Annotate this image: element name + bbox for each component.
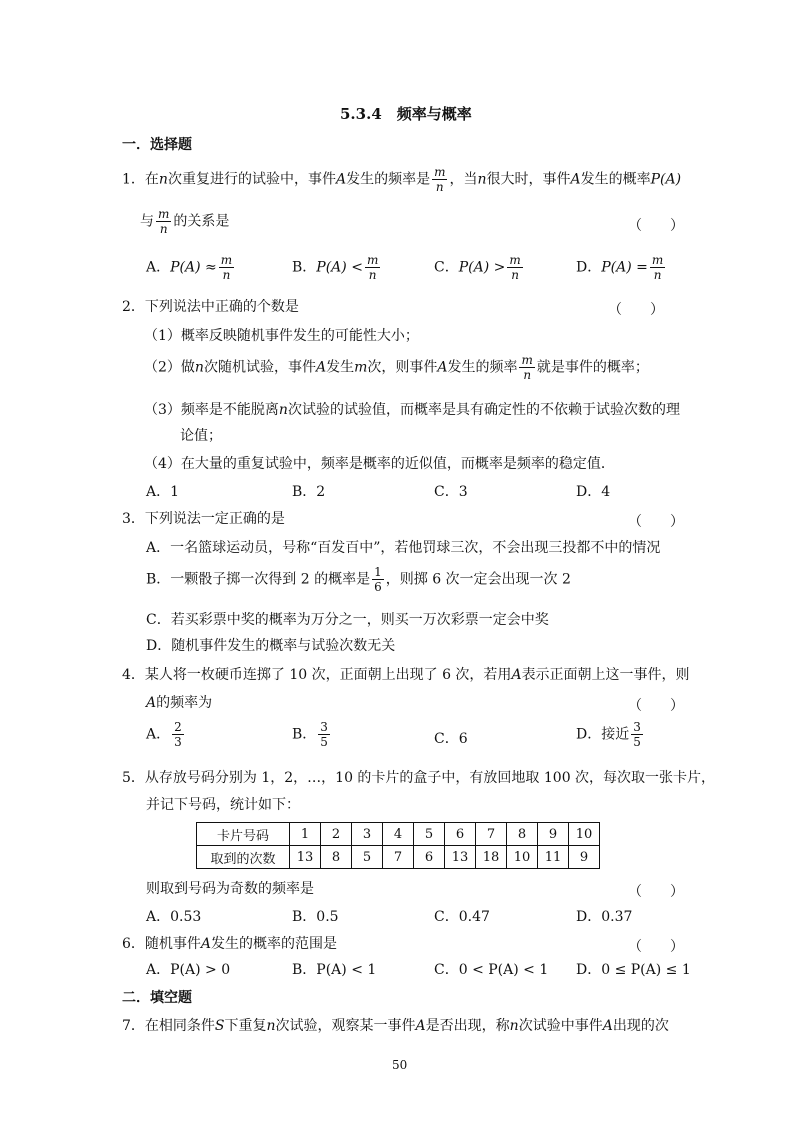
table-cell: 11 bbox=[538, 846, 569, 869]
q1-option-a: A．P(A) ≈ $\frac{m}{n}$ bbox=[146, 253, 233, 282]
q4-option-d: D．接近 $\frac{3}{5}$ bbox=[576, 720, 641, 749]
table-cell: 1 bbox=[290, 823, 321, 846]
table-header-cell: 取到的次数 bbox=[197, 846, 290, 869]
section-heading-fill: 二．填空题 bbox=[122, 990, 192, 1006]
question-5-prompt: 则取到号码为奇数的频率是 bbox=[146, 881, 314, 897]
q3-option-a: A．一名篮球运动员，号称“百发百中”，若他罚球三次，不会出现三投都不中的情况 bbox=[146, 540, 661, 556]
q2-option-b: B．2 bbox=[292, 484, 326, 500]
table-cell: 13 bbox=[290, 846, 321, 869]
q4-option-a: A． $\frac{2}{3}$ bbox=[146, 720, 182, 749]
q6-option-a: A．P(A) > 0 bbox=[146, 962, 231, 978]
q2-statement-4: （4）在大量的重复试验中，频率是概率的近似值，而概率是频率的稳定值． bbox=[144, 456, 615, 472]
table-row bbox=[197, 846, 600, 869]
table-cell: 4 bbox=[383, 823, 414, 846]
table-cell: 9 bbox=[569, 846, 600, 869]
table-row bbox=[197, 823, 600, 846]
q3-option-b: B．一颗骰子掷一次得到 2 的概率是 $\frac{1}{6}$ ，则掷 6 次一定会出现一次 2 bbox=[146, 565, 571, 594]
question-2-stem: 2．下列说法中正确的个数是 bbox=[122, 299, 299, 315]
question-4-line-2: A的频率为 bbox=[146, 695, 213, 711]
table-cell: 10 bbox=[507, 846, 538, 869]
q4-option-c: C．6 bbox=[434, 731, 468, 747]
q3-option-c: C．若买彩票中奖的概率为万分之一，则买一万次彩票一定会中奖 bbox=[146, 612, 549, 628]
q4-option-b: B． $\frac{3}{5}$ bbox=[292, 720, 328, 749]
page-title: 5.3.4 频率与概率 bbox=[340, 105, 472, 123]
question-3-stem: 3．下列说法一定正确的是 bbox=[122, 511, 285, 527]
q2-option-d: D．4 bbox=[576, 484, 611, 500]
q2-statement-3: （3）频率是不能脱离n次试验的试验值，而概率是具有确定性的不依赖于试验次数的理 bbox=[144, 402, 680, 418]
table-cell: 7 bbox=[476, 823, 507, 846]
table-cell: 5 bbox=[414, 823, 445, 846]
q5-option-a: A．0.53 bbox=[146, 909, 202, 925]
q2-option-a: A．1 bbox=[146, 484, 180, 500]
answer-paren: （ ） bbox=[628, 884, 684, 900]
table-cell: 13 bbox=[445, 846, 476, 869]
question-5-line-2: 并记下号码，统计如下： bbox=[146, 797, 300, 813]
fraction: $\frac{m}{n}$ bbox=[434, 165, 446, 194]
card-count-table bbox=[196, 822, 600, 869]
section-heading-choice: 一．选择题 bbox=[122, 137, 192, 153]
q2-option-c: C．3 bbox=[434, 484, 468, 500]
table-cell: 8 bbox=[321, 846, 352, 869]
answer-paren: （ ） bbox=[628, 939, 684, 955]
answer-paren: （ ） bbox=[628, 698, 684, 714]
question-6-stem: 6．随机事件A发生的概率的范围是 bbox=[122, 936, 338, 952]
q2-statement-2: （2）做n次随机试验，事件A发生m次，则事件A发生的频率 $\frac{m}{n}$ 就是事件的概率； bbox=[144, 353, 649, 382]
answer-paren: （ ） bbox=[628, 514, 684, 530]
question-1-line-1: 1．在n次重复进行的试验中，事件A发生的频率是 $\frac{m}{n}$ ，当n很大时，事件A发生的概率P(A) bbox=[122, 165, 682, 194]
q1-option-d: D．P(A) = $\frac{m}{n}$ bbox=[576, 253, 664, 282]
table-cell: 5 bbox=[352, 846, 383, 869]
question-1-line-2: 与 $\frac{m}{n}$ 的关系是 bbox=[140, 207, 230, 236]
question-4-line-1: 4．某人将一枚硬币连掷了 10 次，正面朝上出现了 6 次，若用A表示正面朝上这一事件，则 bbox=[122, 667, 690, 683]
q1-option-c: C．P(A) > $\frac{m}{n}$ bbox=[434, 253, 521, 282]
table-cell: 2 bbox=[321, 823, 352, 846]
q2-statement-3-cont: 论值； bbox=[180, 428, 222, 444]
q3-option-d: D．随机事件发生的概率与试验次数无关 bbox=[146, 638, 396, 654]
fraction: $\frac{m}{n}$ bbox=[158, 207, 170, 236]
q2-statement-1: （1）概率反映随机事件发生的可能性大小； bbox=[144, 328, 419, 344]
q1-option-b: B．P(A) < $\frac{m}{n}$ bbox=[292, 253, 379, 282]
q5-option-b: B．0.5 bbox=[292, 909, 339, 925]
question-5-line-1: 5．从存放号码分别为 1，2，…，10 的卡片的盒子中，有放回地取 100 次，每次取一张卡片， bbox=[122, 770, 716, 786]
table-cell: 9 bbox=[538, 823, 569, 846]
table-header-cell: 卡片号码 bbox=[197, 823, 290, 846]
table-cell: 6 bbox=[414, 846, 445, 869]
question-7-line-1: 7．在相同条件S下重复n次试验，观察某一事件A是否出现，称n次试验中事件A出现的次 bbox=[122, 1018, 669, 1034]
q6-option-b: B．P(A) < 1 bbox=[292, 962, 377, 978]
table-cell: 8 bbox=[507, 823, 538, 846]
q6-option-c: C．0 < P(A) < 1 bbox=[434, 962, 549, 978]
q5-option-c: C．0.47 bbox=[434, 909, 490, 925]
q5-option-d: D．0.37 bbox=[576, 909, 633, 925]
q6-option-d: D．0 ≤ P(A) ≤ 1 bbox=[576, 962, 691, 978]
answer-paren: （ ） bbox=[628, 218, 684, 234]
table-cell: 18 bbox=[476, 846, 507, 869]
page-number: 50 bbox=[392, 1058, 408, 1072]
table-cell: 10 bbox=[569, 823, 600, 846]
answer-paren: （ ） bbox=[608, 302, 664, 318]
table-cell: 3 bbox=[352, 823, 383, 846]
table-cell: 6 bbox=[445, 823, 476, 846]
table-cell: 7 bbox=[383, 846, 414, 869]
